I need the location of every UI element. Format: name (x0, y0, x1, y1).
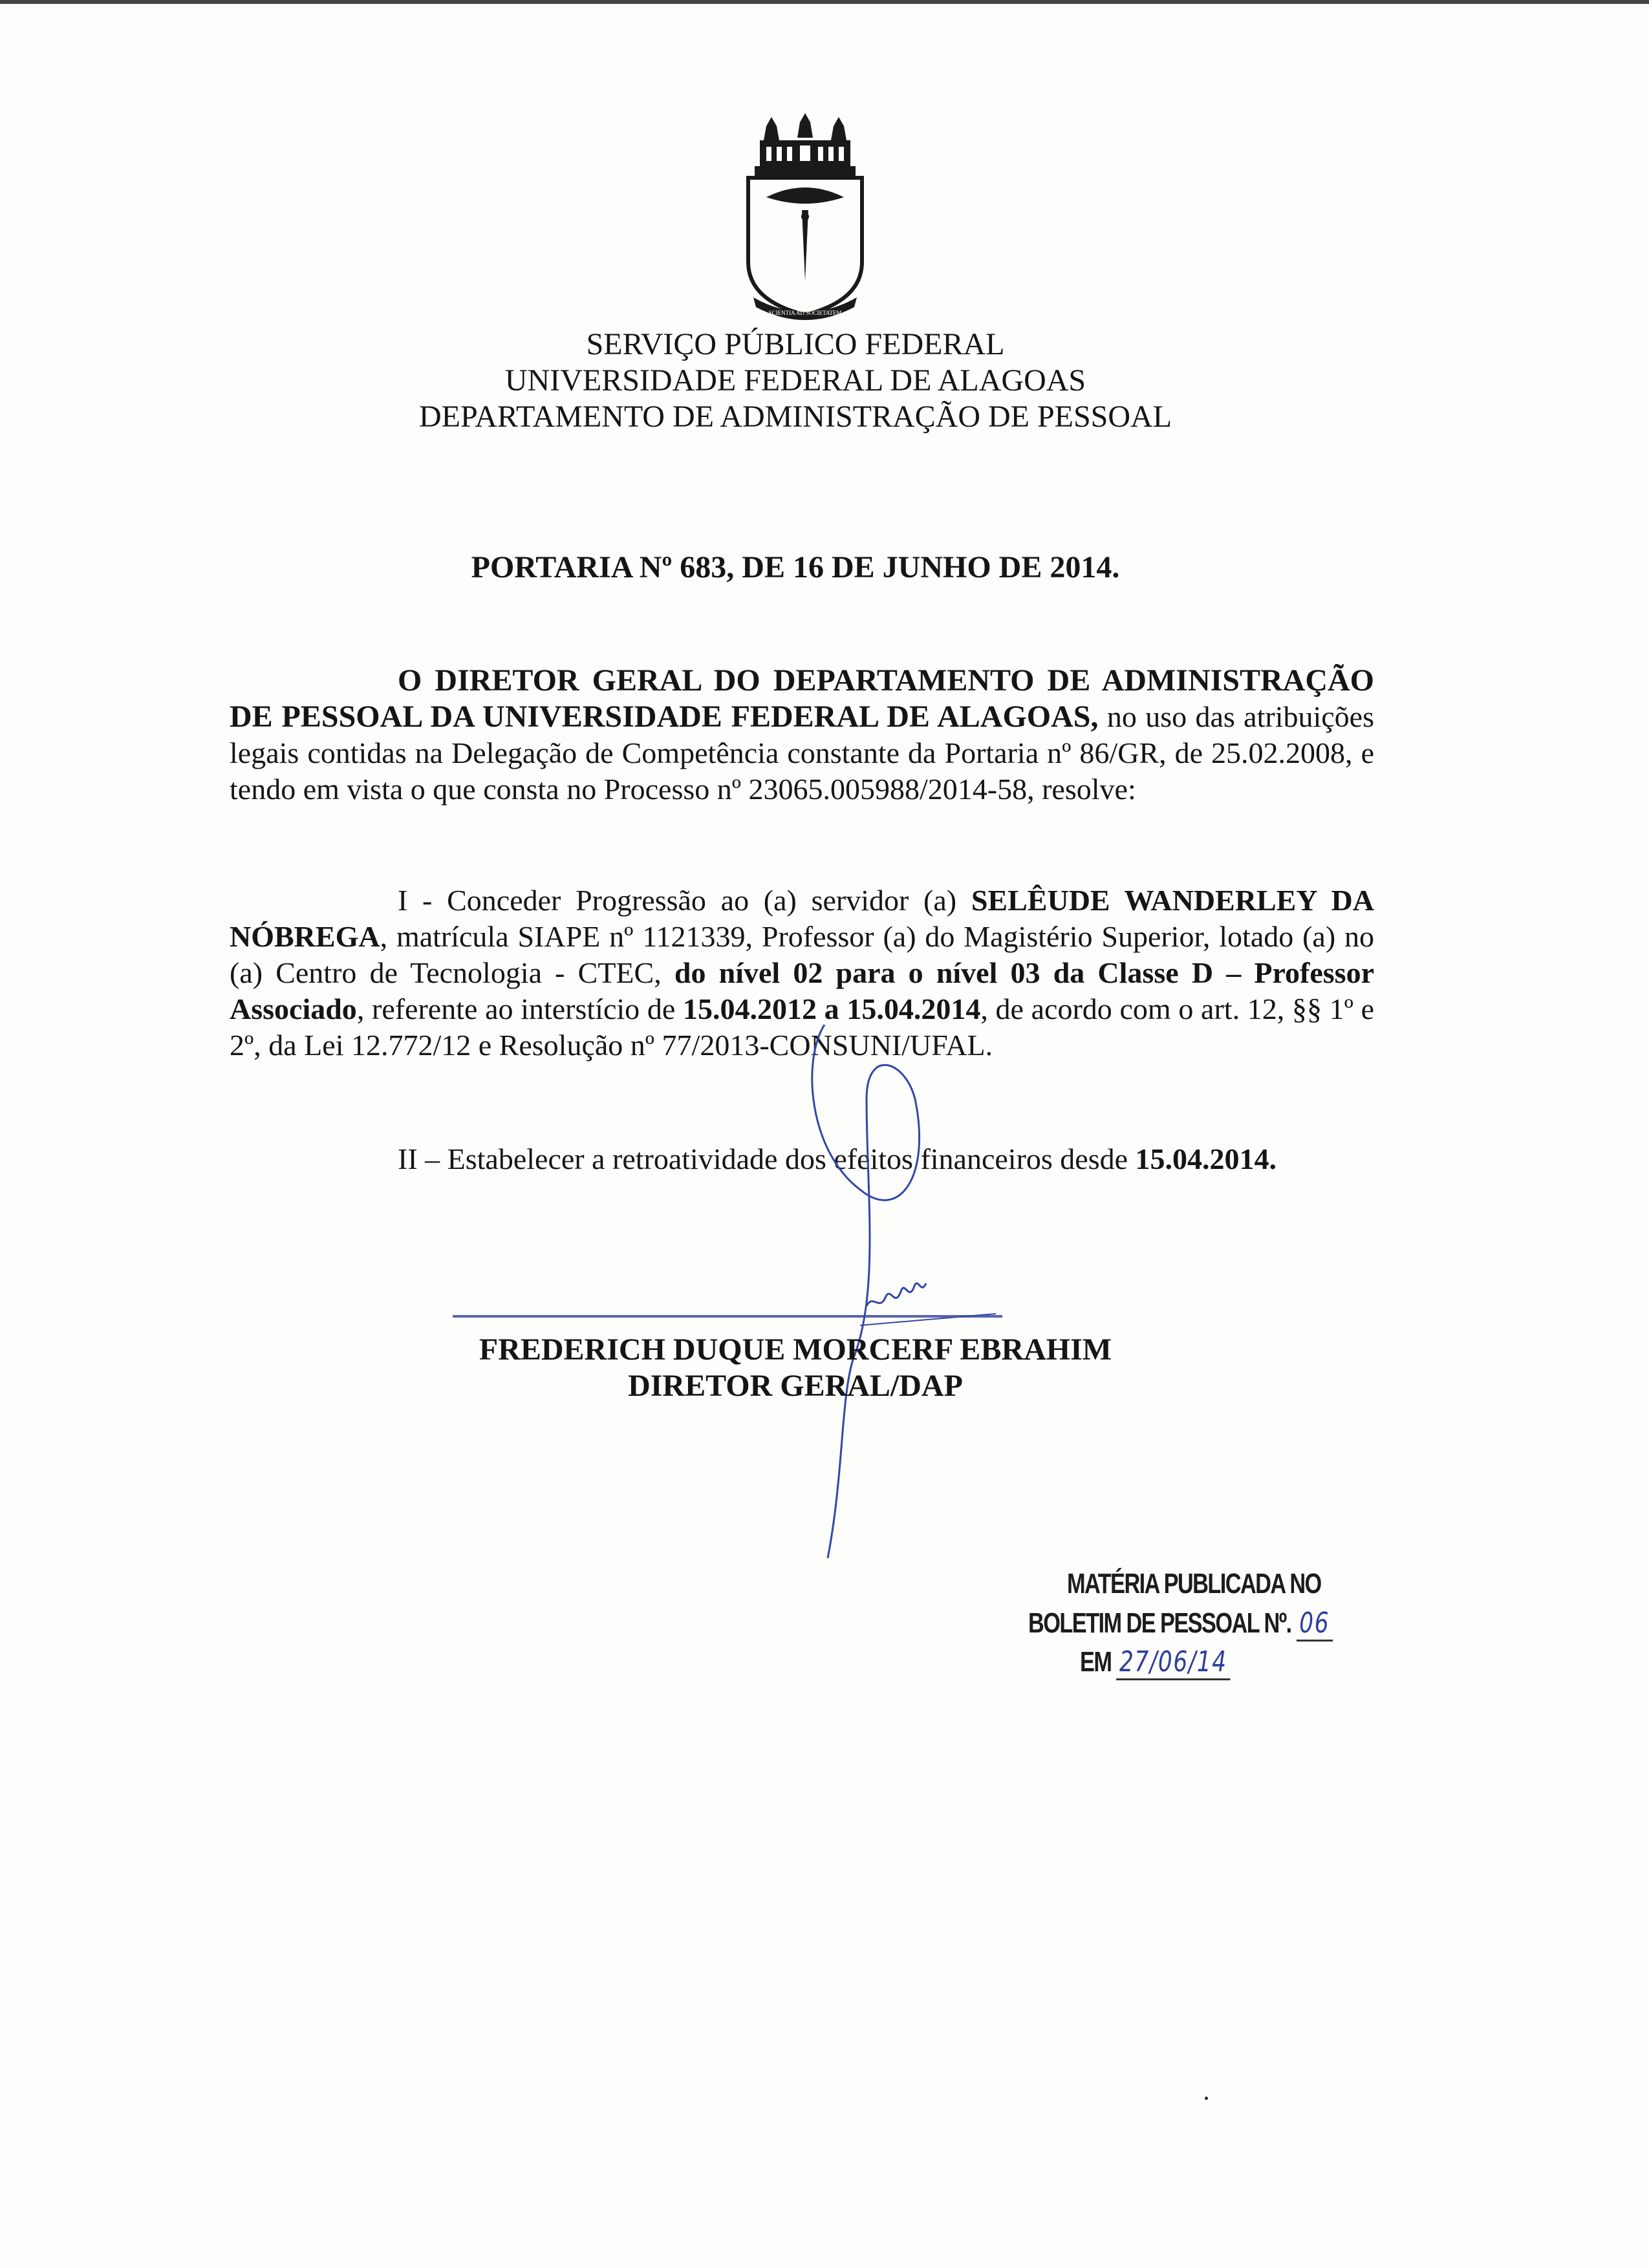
stamp-line-published: MATÉRIA PUBLICADA NO (1067, 1568, 1321, 1599)
article-two-text: II – Estabelecer a retroatividade dos efeitos financeiros desde (398, 1142, 1136, 1175)
document-header (0, 326, 1591, 435)
signer-name: FREDERICH DUQUE MORCERF EBRAHIM (479, 1332, 1112, 1367)
handwritten-signature-icon (763, 1022, 1099, 1603)
preamble-text: no uso das atribuições legais contidas na Delegação de Competência constante da Portaria nº 86/GR, de 25.02.2008, e tendo em vista o que consta no Processo nº 23065.005988/2014-58, resolve: (230, 700, 1374, 806)
stamp-date-value: 27/06/14 (1116, 1645, 1230, 1680)
preamble-authority: O DIRETOR GERAL DO DEPARTAMENTO DE ADMINISTRAÇÃO DE PESSOAL DA UNIVERSIDADE FEDERAL DE ALAGOAS, (230, 663, 1374, 734)
stamp-line-date (1080, 1645, 1230, 1678)
article-one-text-3: , referente ao interstício de (356, 992, 683, 1025)
publication-stamp (1028, 1568, 1390, 1691)
university-crest-icon (740, 113, 870, 326)
article-one-text-2: , matrícula SIAPE nº 1121339, Professor (a) do Magistério Superior, lotado (a) no (a) Centro de Tecnologia - CTEC, (230, 920, 1374, 989)
servant-name: SELÊUDE WANDERLEY DA NÓBREGA (230, 884, 1374, 953)
interstice-period: 15.04.2012 a 15.04.2014 (682, 992, 981, 1025)
stamp-bulletin-label: BOLETIM DE PESSOAL Nº. (1028, 1607, 1291, 1639)
article-one-text-1: I - Conceder Progressão ao (a) servidor (a) (398, 884, 971, 917)
portaria-title: PORTARIA Nº 683, DE 16 DE JUNHO DE 2014. (471, 550, 1120, 584)
scan-speck (1205, 2097, 1208, 2100)
retroactive-date: 15.04.2014. (1135, 1142, 1277, 1175)
signature-block (0, 1332, 1591, 1404)
signature-line (453, 1315, 1002, 1318)
stamp-line-bulletin (1028, 1607, 1333, 1640)
header-line-university: UNIVERSIDADE FEDERAL DE ALAGOAS (504, 363, 1086, 398)
article-one-paragraph (230, 883, 1374, 1064)
article-two-paragraph (230, 1141, 1374, 1177)
progression-level: do nível 02 para o nível 03 da Classe D – Professor Associado (230, 956, 1374, 1025)
article-one-text-4: , de acordo com o art. 12, §§ 1º e 2º, da Lei 12.772/12 e Resolução nº 77/2013-CONSUNI/UFAL. (230, 992, 1375, 1062)
header-line-department: DEPARTAMENTO DE ADMINISTRAÇÃO DE PESSOAL (418, 400, 1172, 434)
scan-edge (0, 0, 1649, 4)
crest-motto: SCIENTIA AD SOCIETATEM (768, 310, 842, 316)
preamble-paragraph (230, 663, 1374, 808)
header-line-service: SERVIÇO PÚBLICO FEDERAL (586, 327, 1005, 361)
signer-role: DIRETOR GERAL/DAP (628, 1369, 963, 1403)
stamp-bulletin-number: 06 (1297, 1607, 1333, 1642)
stamp-date-label: EM (1080, 1646, 1112, 1678)
